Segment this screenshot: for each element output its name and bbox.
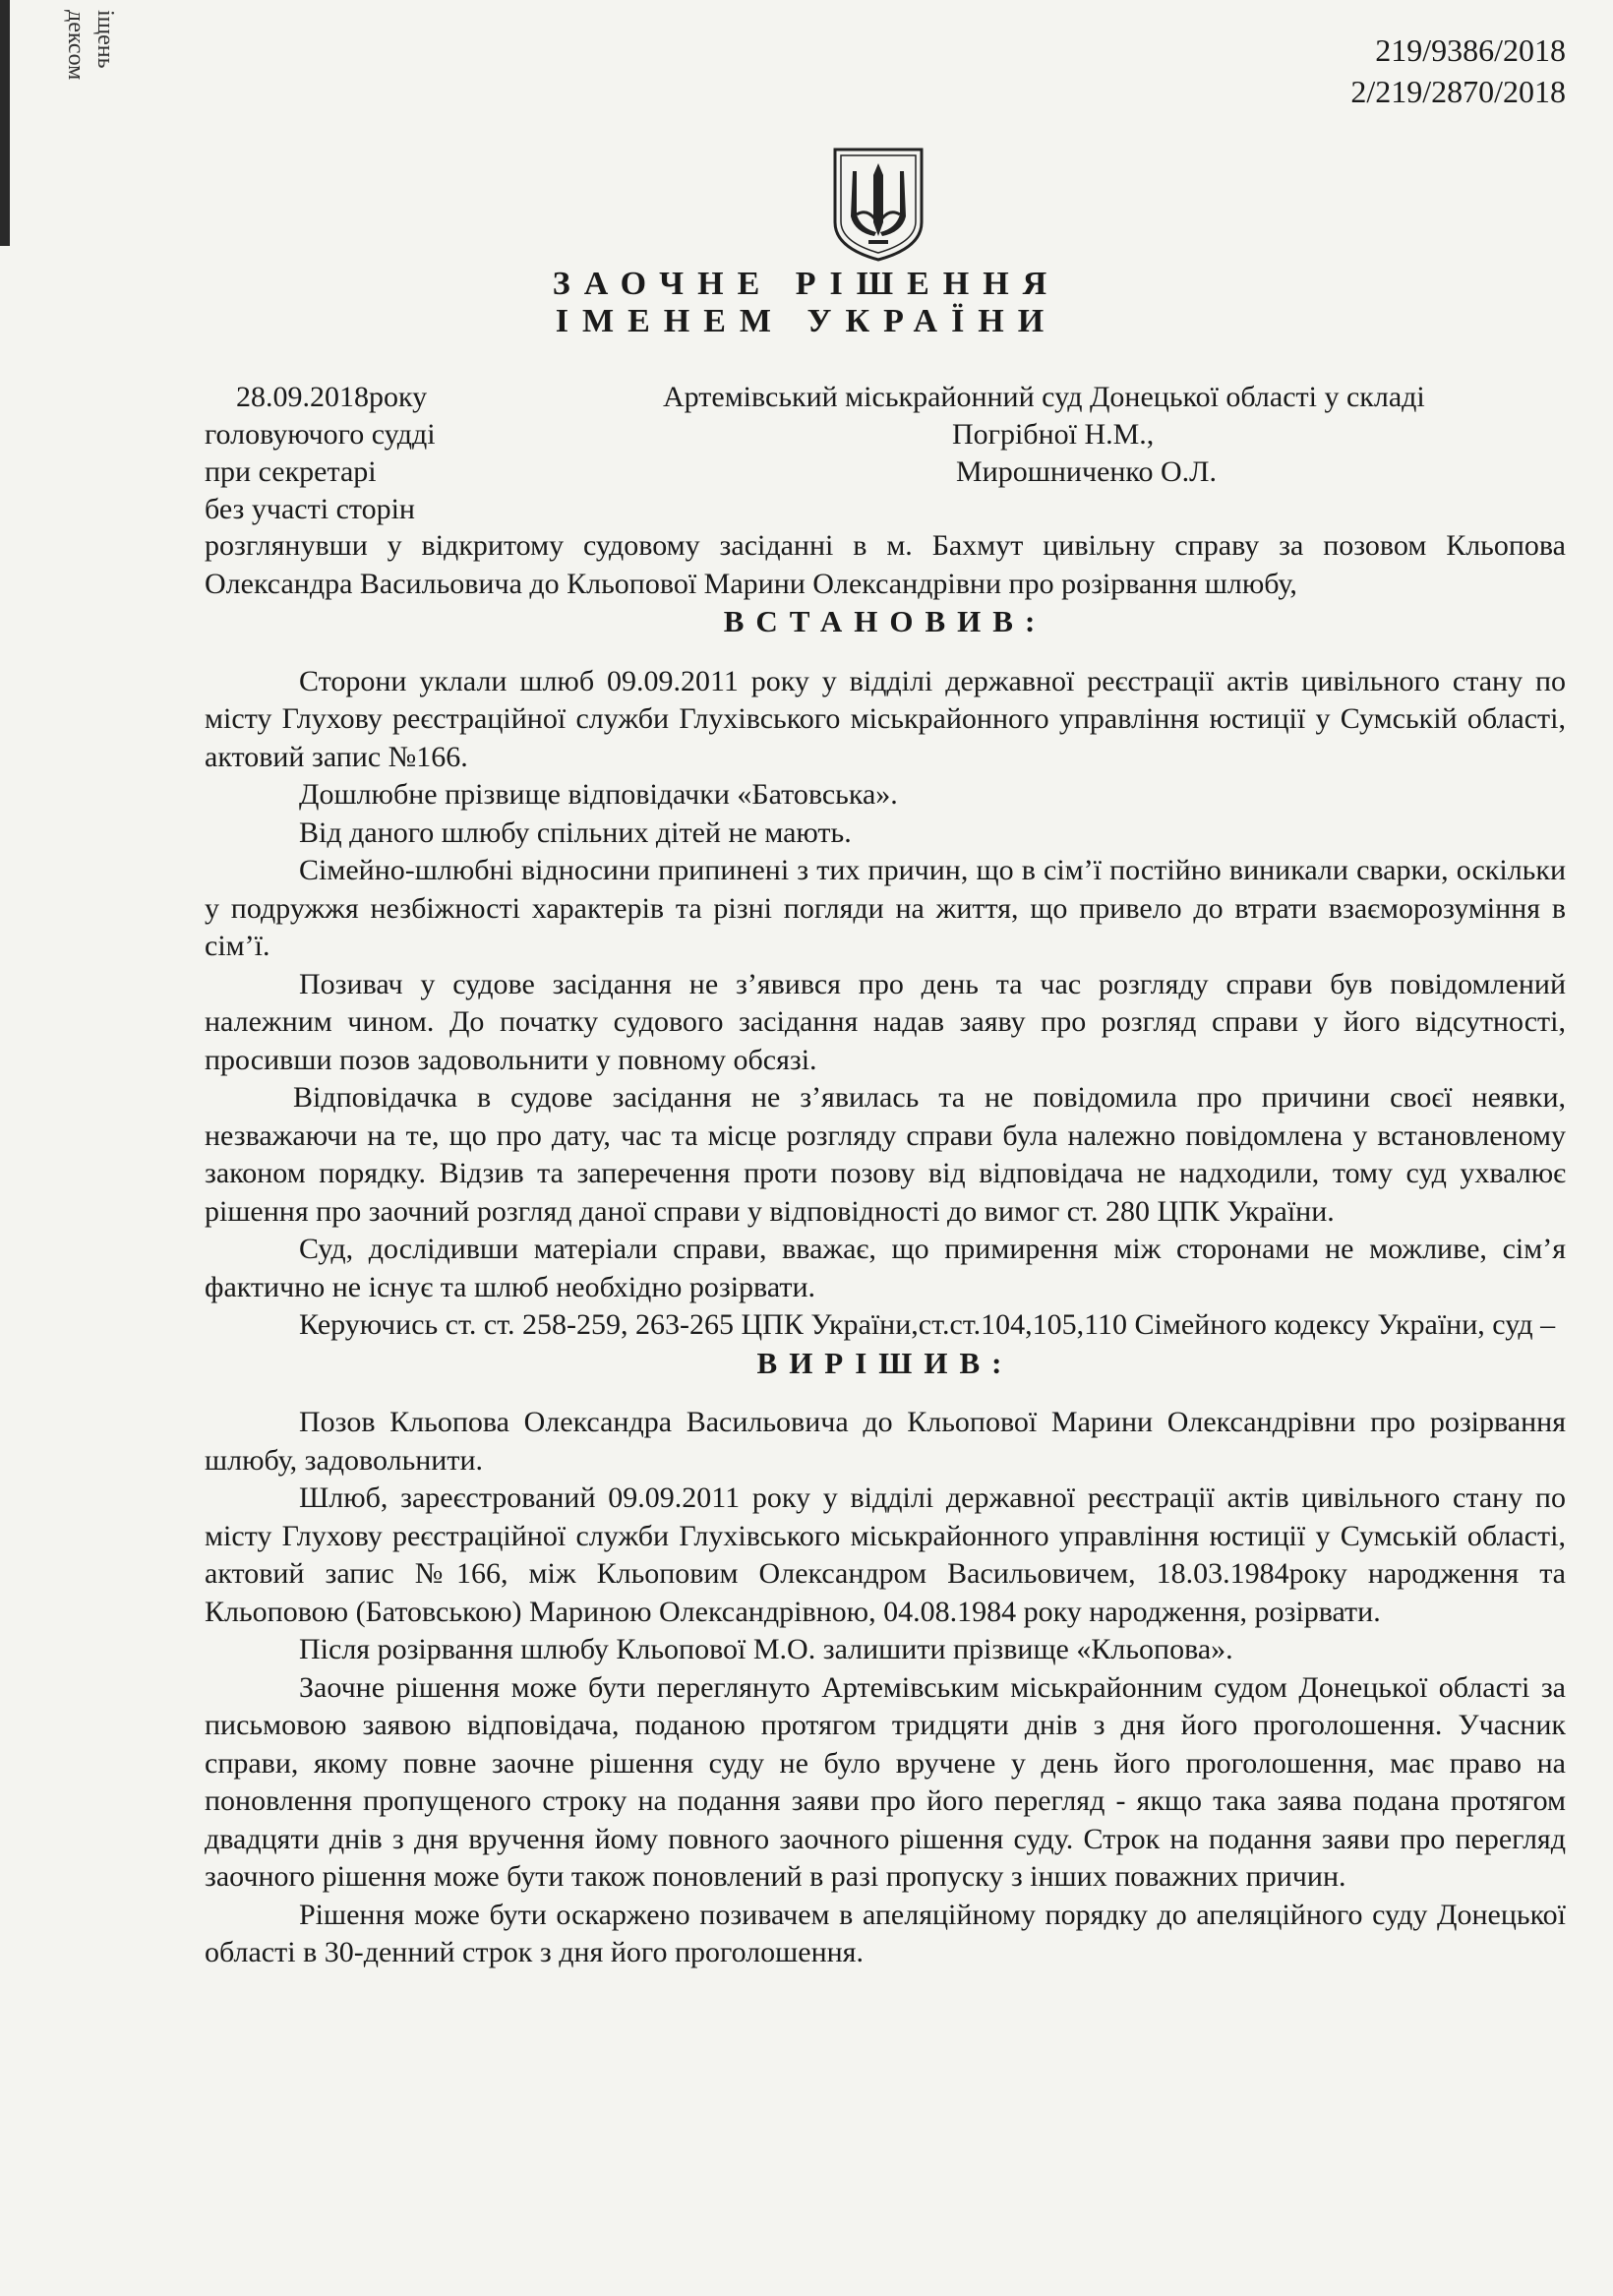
paragraph: Рішення може бути оскаржено позивачем в апеляційному порядку до апеляційного суду Донецької області в 30-денний строк з дня його проголошення. <box>205 1898 1566 1968</box>
paragraph: Відповідачка в судове засідання не з’явилась та не повідомила про причини своєї неявки, незважаючи на те, що про дату, час та місце розгляду справи була належно повідомлена у встановленому законом порядку. Відзив та заперечення проти позову від відповідача не надходили, тому суд ухвалює рішення про заочний розгляд даної справи у відповідності до вимог ст. 280 ЦПК України. <box>205 1081 1566 1228</box>
intro-paragraph: розглянувши у відкритому судовому засіданні в м. Бахмут цивільну справу за позовом Кльопова Олександра Васильовича до Кльопової Марини Олександрівни про розірвання шлюбу, <box>205 529 1566 600</box>
paragraph: Шлюб, зареєстрований 09.09.2011 року у відділі державної реєстрації актів цивільного стану по місту Глухову реєстраційної служби Глухівського міськрайонного управління юстиції у Сумській області, актовий запис №166, між Кльоповим Олександром Васильовичем, 18.03.1984року народження та Кльоповою (Батовською) Мариною Олександрівною, 04.08.1984 року народження, розірвати. <box>205 1481 1566 1628</box>
paragraph: Сторони уклали шлюб 09.09.2011 року у відділі державної реєстрації актів цивільного стану по місту Глухову реєстраційної служби Глухівського міськрайонного управління юстиції у Сумській області, актовий запис №166. <box>205 664 1566 773</box>
case-number: 2/219/2870/2018 <box>1350 74 1566 109</box>
secretary-label: при секретарі <box>205 455 377 488</box>
decision-date: 28.09.2018року <box>236 381 428 413</box>
paragraph: Після розірвання шлюбу Кльопової М.О. залишити прізвище «Кльопова». <box>299 1633 1233 1665</box>
paragraph: Заочне рішення може бути переглянуто Артемівським міськрайонним судом Донецької області за письмовою заявою відповідача, поданою протягом тридцяти днів з дня його проголошення. Учасник справи, якому повне заочне рішення суду не було вручене у день його проголошення, має право на поновлення пропущеного строку на подання заяви про його перегляд - якщо така заява подана протягом двадцяти днів з дня вручення йому повного заочного рішення суду. Строк на подання заяви про перегляд заочного рішення може бути також поновлений в разі пропуску з інших поважних причин. <box>205 1670 1566 1893</box>
no-parties-note: без участі сторін <box>205 493 415 525</box>
margin-note <box>61 10 120 80</box>
document-subtitle: ІМЕНЕМ УКРАЇНИ <box>555 303 1058 339</box>
ukraine-trident-icon <box>831 146 926 264</box>
section-heading-decided: ВИРІШИВ: <box>756 1345 1014 1380</box>
secretary-name: Мирошниченко О.Л. <box>956 455 1217 488</box>
document-title: ЗАОЧНЕ РІШЕННЯ <box>552 266 1061 302</box>
presiding-judge: Погрібної Н.М., <box>952 418 1155 451</box>
paragraph: Суд, дослідивши матеріали справи, вважає, що примирення між сторонами не можливе, сім’я фактично не існує та шлюб необхідно розірвати. <box>205 1233 1566 1303</box>
paragraph: Сімейно-шлюбні відносини припинені з тих причин, що в сім’ї постійно виникали сварки, оскільки у подружжя незбіжності характерів та різні погляди на життя, що привело до втрати взаєморозуміння в сім’ї. <box>205 854 1566 962</box>
paragraph: Позов Кльопова Олександра Васильовича до Кльопової Марини Олександрівни про розірвання шлюбу, задовольнити. <box>205 1406 1566 1477</box>
paragraph: Дошлюбне прізвище відповідачки «Батовська». <box>299 778 898 811</box>
scan-edge-mark <box>0 0 10 246</box>
case-numbers <box>1350 30 1566 112</box>
decision-body <box>205 527 1566 1972</box>
margin-note-line: дексом <box>63 10 89 81</box>
presiding-label: головуючого судді <box>205 418 436 451</box>
margin-note-line: іщень <box>92 10 118 69</box>
case-number: 219/9386/2018 <box>1375 32 1566 68</box>
paragraph: Від даного шлюбу спільних дітей не мають. <box>299 816 852 849</box>
section-heading-established: ВСТАНОВИВ: <box>723 604 1047 638</box>
court-name: Артемівський міськрайонний суд Донецької області у складі <box>663 381 1425 413</box>
paragraph: Керуючись ст. ст. 258-259, 263-265 ЦПК України,ст.ст.104,105,110 Сімейного кодексу України, суд – <box>299 1308 1556 1341</box>
paragraph: Позивач у судове засідання не з’явився про день та час розгляду справи був повідомлений належним чином. До початку судового засідання надав заяву про розгляд справи у його відсутності, просивши позов задовольнити у повному обсязі. <box>205 967 1566 1076</box>
